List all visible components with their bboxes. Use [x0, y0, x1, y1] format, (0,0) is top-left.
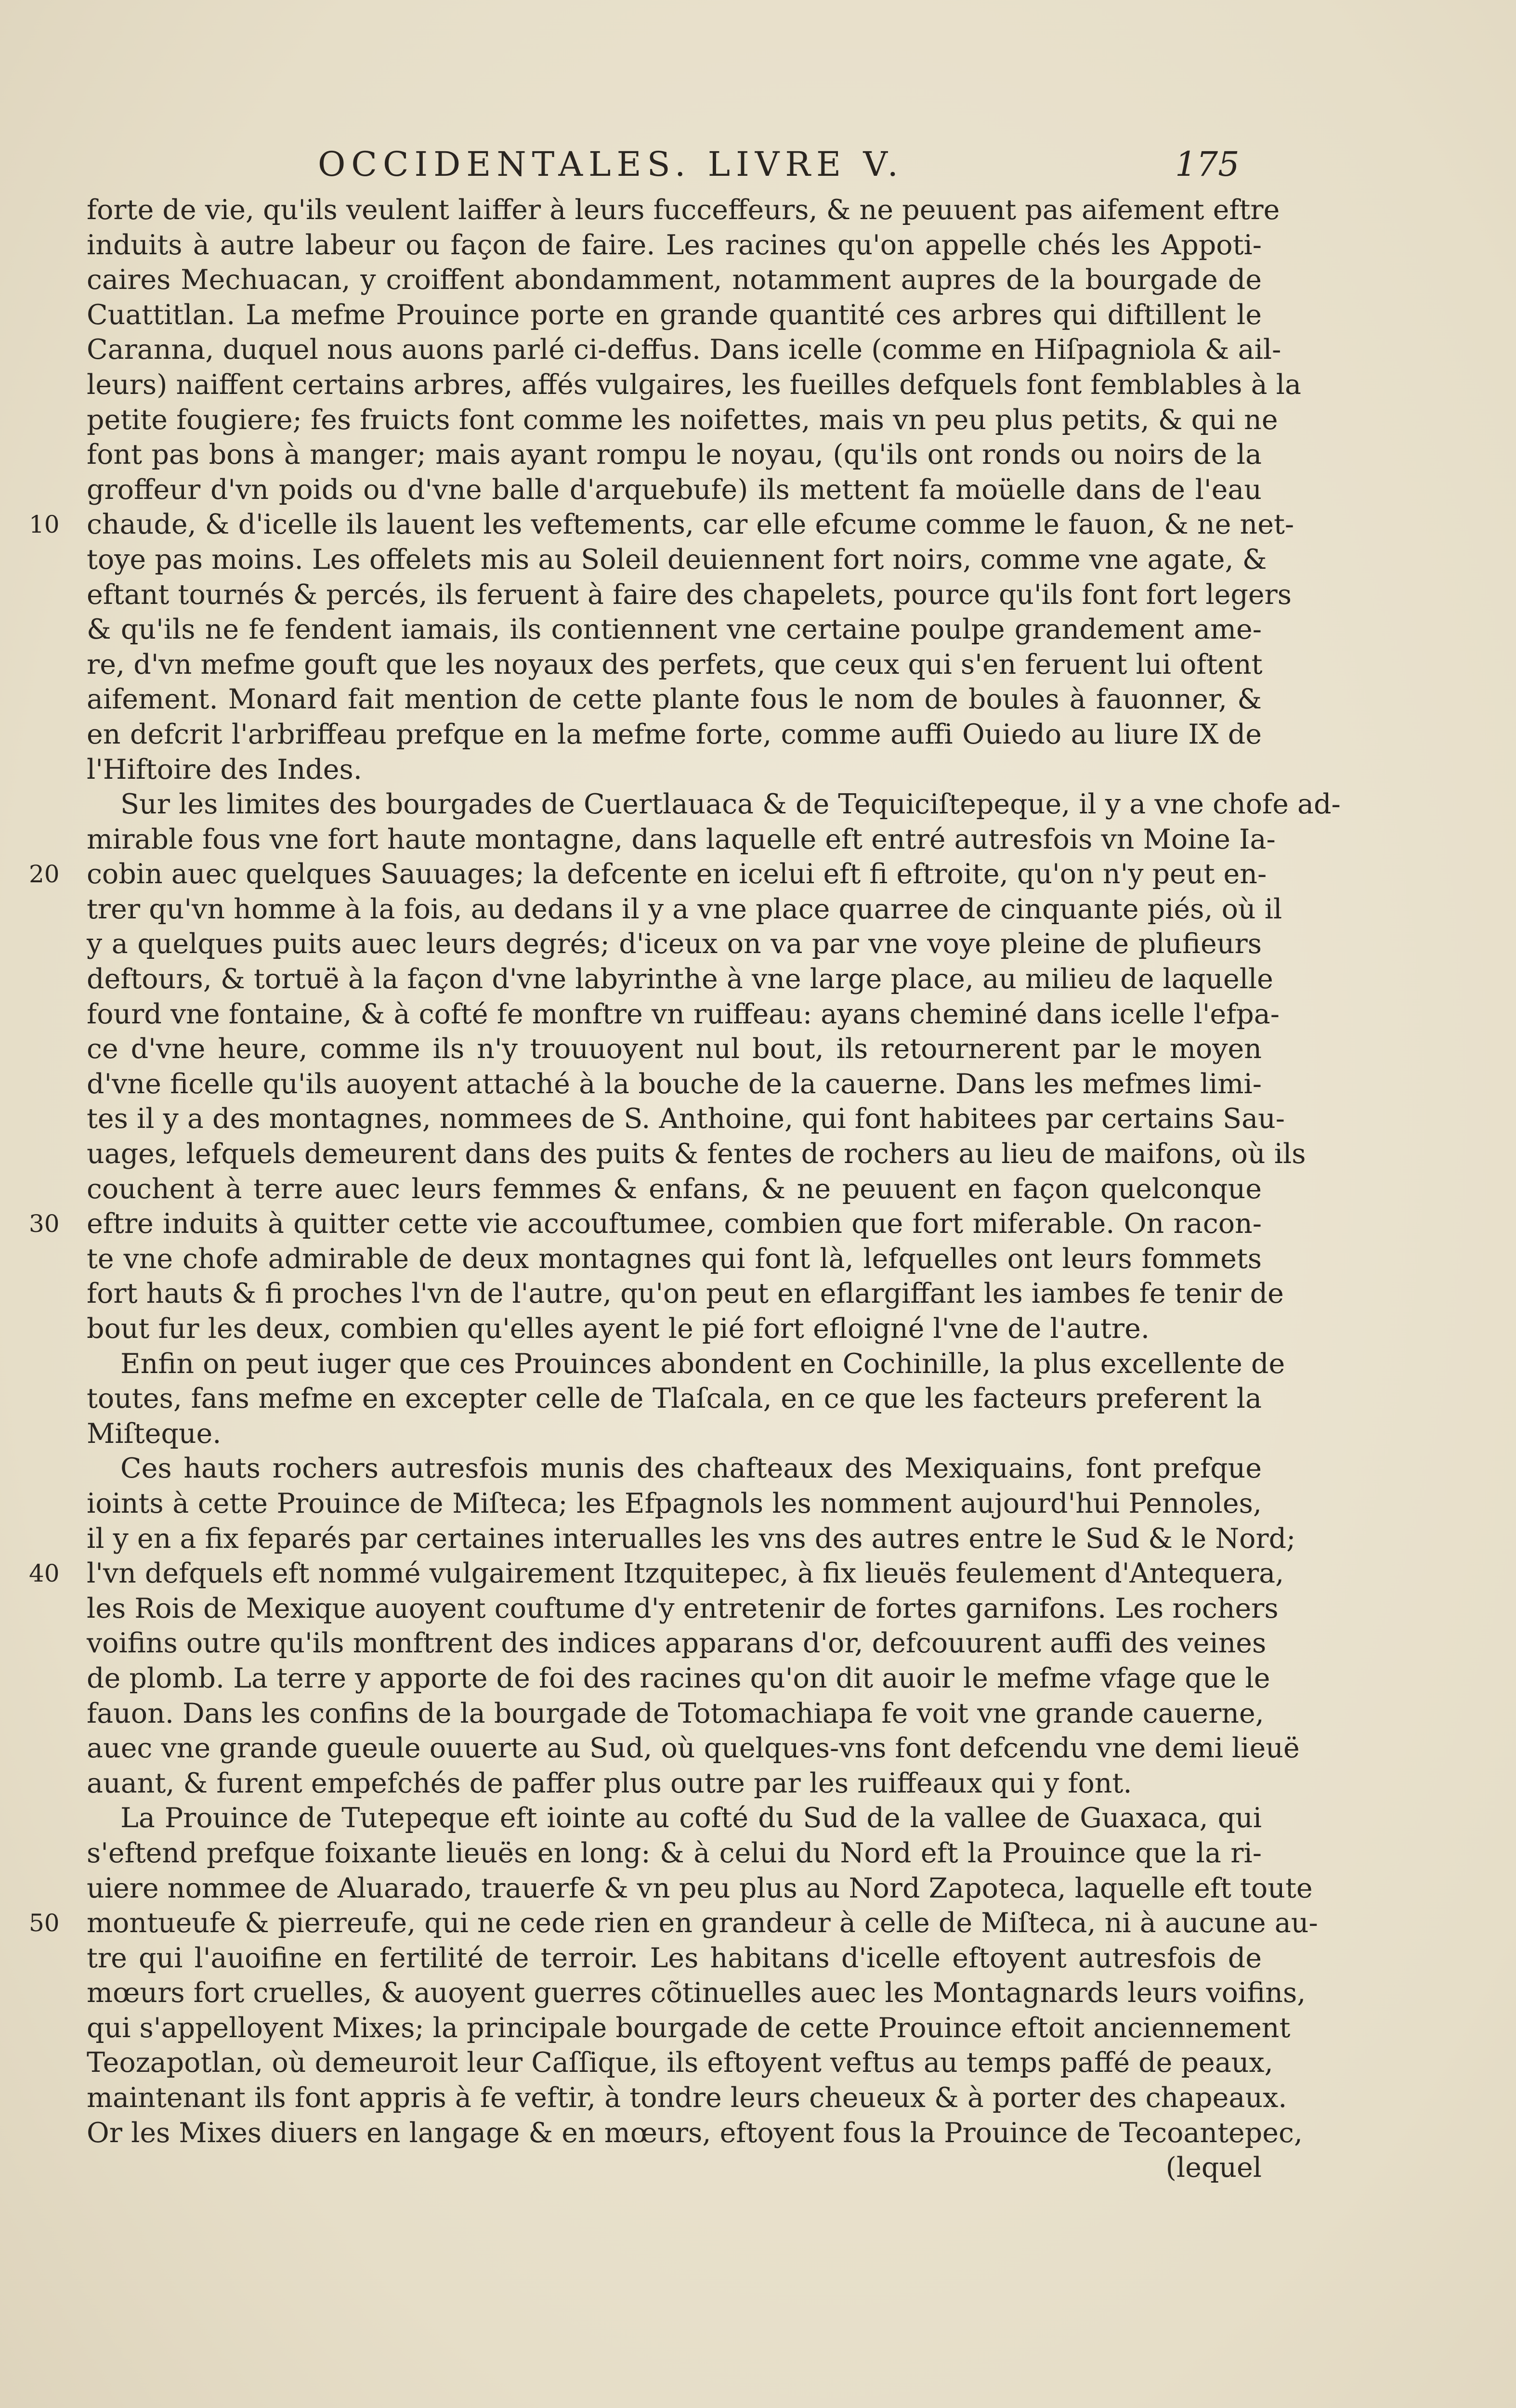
- line-text: chaude, & d'icelle ils lauent les veftements, car elle efcume comme le fauon, & ne net-: [87, 509, 1294, 541]
- line-text: les Rois de Mexique auoyent couftume d'y entretenir de fortes garnifons. Les rochers: [87, 1592, 1279, 1624]
- text-line: [87, 1242, 1262, 1277]
- text-line: [87, 1941, 1262, 1976]
- line-text: fort hauts & fi proches l'vn de l'autre, qu'on peut en eflargiffant les iambes fe tenir de: [87, 1278, 1284, 1310]
- line-text: te vne chofe admirable de deux montagnes qui font là, lefquelles ont leurs fommets: [87, 1243, 1262, 1275]
- line-text: & qu'ils ne fe fendent iamais, ils contiennent vne certaine poulpe grandement ame-: [87, 614, 1262, 646]
- text-line: [29, 1206, 1262, 1242]
- line-text: toutes, fans mefme en excepter celle de Tlaſcala, en ce que les facteurs preferent la: [87, 1383, 1262, 1415]
- text-line: [87, 472, 1262, 508]
- line-text: auant, & furent empefchés de paffer plus outre par les ruiffeaux qui y font.: [87, 1767, 1132, 1799]
- text-line: [87, 1976, 1306, 2011]
- line-text: il y en a fix feparés par certaines interualles les vns des autres entre le Sud & le Nord;: [87, 1522, 1296, 1555]
- text-line: [87, 1521, 1296, 1557]
- line-text: d'vne ficelle qu'ils auoyent attaché à la bouche de la cauerne. Dans les mefmes limi-: [87, 1068, 1262, 1100]
- text-line: [87, 717, 1262, 752]
- line-text: auec vne grande gueule ouuerte au Sud, où quelques-vns font defcendu vne demi lieuë: [87, 1732, 1300, 1765]
- line-text: Teozapotlan, où demeuroit leur Caſſique, ils eftoyent veftus au temps paffé de peaux,: [87, 2047, 1273, 2079]
- body-text: [29, 193, 1341, 2186]
- line-text: Or les Mixes diuers en langage & en mœurs, eftoyent fous la Prouince de Tecoantepec,: [87, 2117, 1303, 2149]
- line-text: qui s'appelloyent Mixes; la principale bourgade de cette Prouince eftoit anciennement: [87, 2012, 1291, 2044]
- line-text: eftant tournés & percés, ils feruent à faire des chapelets, pource qu'ils font fort legers: [87, 578, 1292, 611]
- text-line: [87, 2081, 1287, 2116]
- text-line: [87, 1486, 1262, 1521]
- line-text: couchent à terre auec leurs femmes & enfans, & ne peuuent en façon quelconque: [87, 1173, 1262, 1205]
- line-text: (lequel: [1165, 2152, 1262, 2184]
- text-line: [87, 612, 1262, 647]
- text-line: [87, 787, 1341, 822]
- text-line: [29, 1556, 1284, 1591]
- text-line: [87, 1381, 1262, 1416]
- line-text: Miſteque.: [87, 1417, 222, 1450]
- text-line: [29, 507, 1294, 542]
- text-line: [87, 1347, 1285, 1382]
- line-text: toye pas moins. Les offelets mis au Soleil deuiennent fort noirs, comme vne agate, &: [87, 543, 1267, 576]
- text-line: [87, 892, 1282, 927]
- text-line: [87, 332, 1281, 367]
- text-line: [87, 1801, 1262, 1836]
- line-text: leurs) naiffent certains arbres, affés vulgaires, les fueilles defquels font femblables à la: [87, 368, 1301, 401]
- line-text: re, d'vn mefme gouft que les noyaux des perfets, que ceux qui s'en feruent lui oftent: [87, 648, 1263, 681]
- line-text: eftre induits à quitter cette vie accouftumee, combien que fort miferable. On racon-: [87, 1208, 1262, 1240]
- text-line: [87, 1416, 1262, 1452]
- line-text: uiere nommee de Aluarado, trauerfe & vn peu plus au Nord Zapoteca, laquelle eft toute: [87, 1872, 1313, 1904]
- text-line: [87, 403, 1278, 438]
- line-text: de plomb. La terre y apporte de foi des racines qu'on dit auoir le mefme vfage que le: [87, 1662, 1270, 1694]
- line-text: Enfin on peut iuger que ces Prouinces abondent en Cochinille, la plus excellente de: [120, 1348, 1285, 1380]
- text-line: [87, 1137, 1306, 1172]
- text-line: [29, 857, 1267, 892]
- line-text: maintenant ils font appris à fe veftir, à tondre leurs cheueux & à porter des chapeaux.: [87, 2082, 1287, 2114]
- text-line: [87, 193, 1280, 228]
- line-text: La Prouince de Tutepeque eft iointe au cofté du Sud de la vallee de Guaxaca, qui: [120, 1802, 1262, 1834]
- line-text: mœurs fort cruelles, & auoyent guerres cõtinuelles auec les Montagnards leurs voifins,: [87, 1977, 1306, 2009]
- text-line: [87, 1696, 1262, 1731]
- text-line: [87, 962, 1273, 997]
- text-line: [87, 437, 1262, 472]
- line-text: y a quelques puits auec leurs degrés; d'iceux on va par vne voye pleine de plufieurs: [87, 928, 1262, 960]
- line-text: mirable fous vne fort haute montagne, dans laquelle eft entré autresfois vn Moine Ia-: [87, 823, 1276, 855]
- line-text: trer qu'vn homme à la fois, au dedans il y a vne place quarree de cinquante piés, où il: [87, 893, 1282, 925]
- text-line: [87, 1311, 1262, 1347]
- text-line: [87, 1276, 1284, 1311]
- line-number: 50: [29, 1909, 60, 1937]
- text-line: [87, 2045, 1273, 2081]
- line-number: 30: [29, 1210, 60, 1238]
- text-line: [87, 1731, 1300, 1766]
- line-text: voifins outre qu'ils monftrent des indices apparans d'or, defcouurent auffi des veines: [87, 1627, 1267, 1660]
- text-line: [87, 2011, 1291, 2046]
- text-line: [29, 1906, 1318, 1941]
- text-line: [87, 2150, 1262, 2186]
- line-text: en defcrit l'arbriffeau prefque en la mefme forte, comme auffi Ouiedo au liure IX de: [87, 718, 1262, 750]
- line-number: 20: [29, 860, 60, 889]
- text-line: [87, 927, 1262, 962]
- text-line: [87, 1101, 1285, 1137]
- line-text: Caranna, duquel nous auons parlé ci-deffus. Dans icelle (comme en Hiſpagniola & ail-: [87, 334, 1281, 366]
- line-text: montueufe & pierreufe, qui ne cede rien en grandeur à celle de Miſteca, ni à aucune au-: [87, 1907, 1318, 1939]
- running-head: OCCIDENTALES. LIVRE V.: [318, 144, 904, 184]
- line-text: l'Hiftoire des Indes.: [87, 753, 362, 785]
- line-text: Sur les limites des bourgades de Cuertlauaca & de Tequiciſtepeque, il y a vne chofe ad-: [120, 788, 1341, 821]
- text-line: [87, 262, 1262, 298]
- text-line: [87, 1626, 1267, 1661]
- text-line: [87, 542, 1267, 577]
- text-line: [87, 577, 1292, 613]
- text-line: [87, 228, 1262, 263]
- text-line: [87, 997, 1280, 1032]
- line-text: fauon. Dans les confins de la bourgade de Totomachiapa fe voit vne grande cauerne,: [87, 1697, 1264, 1729]
- page-number: 175: [1175, 144, 1240, 184]
- text-line: [87, 1766, 1262, 1801]
- text-line: [87, 1032, 1262, 1067]
- text-line: [87, 682, 1262, 717]
- text-line: [87, 1591, 1279, 1626]
- line-text: groffeur d'vn poids ou d'vne balle d'arquebufe) ils mettent fa moüelle dans de l'eau: [87, 473, 1262, 506]
- line-text: font pas bons à manger; mais ayant rompu le noyau, (qu'ils ont ronds ou noirs de la: [87, 439, 1262, 471]
- text-line: [87, 1661, 1270, 1696]
- text-line: [87, 367, 1301, 403]
- line-text: l'vn defquels eft nommé vulgairement Itzquitepec, à fix lieuës feulement d'Antequera,: [87, 1557, 1284, 1590]
- line-text: deftours, & tortuë à la façon d'vne labyrinthe à vne large place, au milieu de laquelle: [87, 963, 1273, 995]
- line-number: 40: [29, 1559, 60, 1588]
- line-text: caires Mechuacan, y croiffent abondamment, notamment aupres de la bourgade de: [87, 264, 1262, 296]
- line-text: Ces hauts rochers autresfois munis des chafteaux des Mexiquains, font prefque: [120, 1453, 1262, 1485]
- line-text: ioints à cette Prouince de Miſteca; les Efpagnols les nomment aujourd'hui Pennoles,: [87, 1487, 1262, 1519]
- line-text: fourd vne fontaine, & à cofté fe monftre vn ruiffeau: ayans cheminé dans icelle l'efpa-: [87, 998, 1280, 1030]
- line-number: 10: [29, 510, 60, 539]
- text-line: [87, 1836, 1262, 1871]
- text-line: [87, 647, 1262, 682]
- line-text: forte de vie, qu'ils veulent laiffer à leurs fucceffeurs, & ne peuuent pas aifement eftre: [87, 194, 1280, 226]
- text-line: [87, 822, 1276, 857]
- line-text: Cuattitlan. La mefme Prouince porte en grande quantité ces arbres qui diftillent le: [87, 299, 1262, 331]
- line-text: s'eftend prefque foixante lieuës en long: & à celui du Nord eft la Prouince que la ri-: [87, 1837, 1262, 1869]
- line-text: uages, lefquels demeurent dans des puits & fentes de rochers au lieu de maifons, où ils: [87, 1138, 1306, 1170]
- text-line: [87, 752, 1262, 787]
- text-line: [87, 2116, 1303, 2151]
- text-line: [87, 1451, 1262, 1486]
- line-text: aifement. Monard fait mention de cette plante fous le nom de boules à fauonner, &: [87, 683, 1262, 716]
- text-line: [87, 298, 1262, 333]
- text-line: [87, 1172, 1262, 1207]
- line-text: cobin auec quelques Sauuages; la defcente en icelui eft fi eftroite, qu'on n'y peut en-: [87, 858, 1267, 890]
- line-text: tes il y a des montagnes, nommees de S. Anthoine, qui font habitees par certains Sau-: [87, 1103, 1285, 1135]
- line-text: petite fougiere; fes fruicts font comme les noifettes, mais vn peu plus petits, & qui ne: [87, 404, 1278, 436]
- line-text: induits à autre labeur ou façon de faire. Les racines qu'on appelle chés les Appoti-: [87, 229, 1262, 261]
- text-line: [87, 1067, 1262, 1102]
- text-line: [87, 1871, 1313, 1906]
- line-text: bout fur les deux, combien qu'elles ayent le pié fort efloigné l'vne de l'autre.: [87, 1313, 1150, 1345]
- line-text: ce d'vne heure, comme ils n'y trouuoyent nul bout, ils retournerent par le moyen: [87, 1033, 1262, 1065]
- line-text: tre qui l'auoifine en fertilité de terroir. Les habitans d'icelle eftoyent autresfois de: [87, 1942, 1262, 1974]
